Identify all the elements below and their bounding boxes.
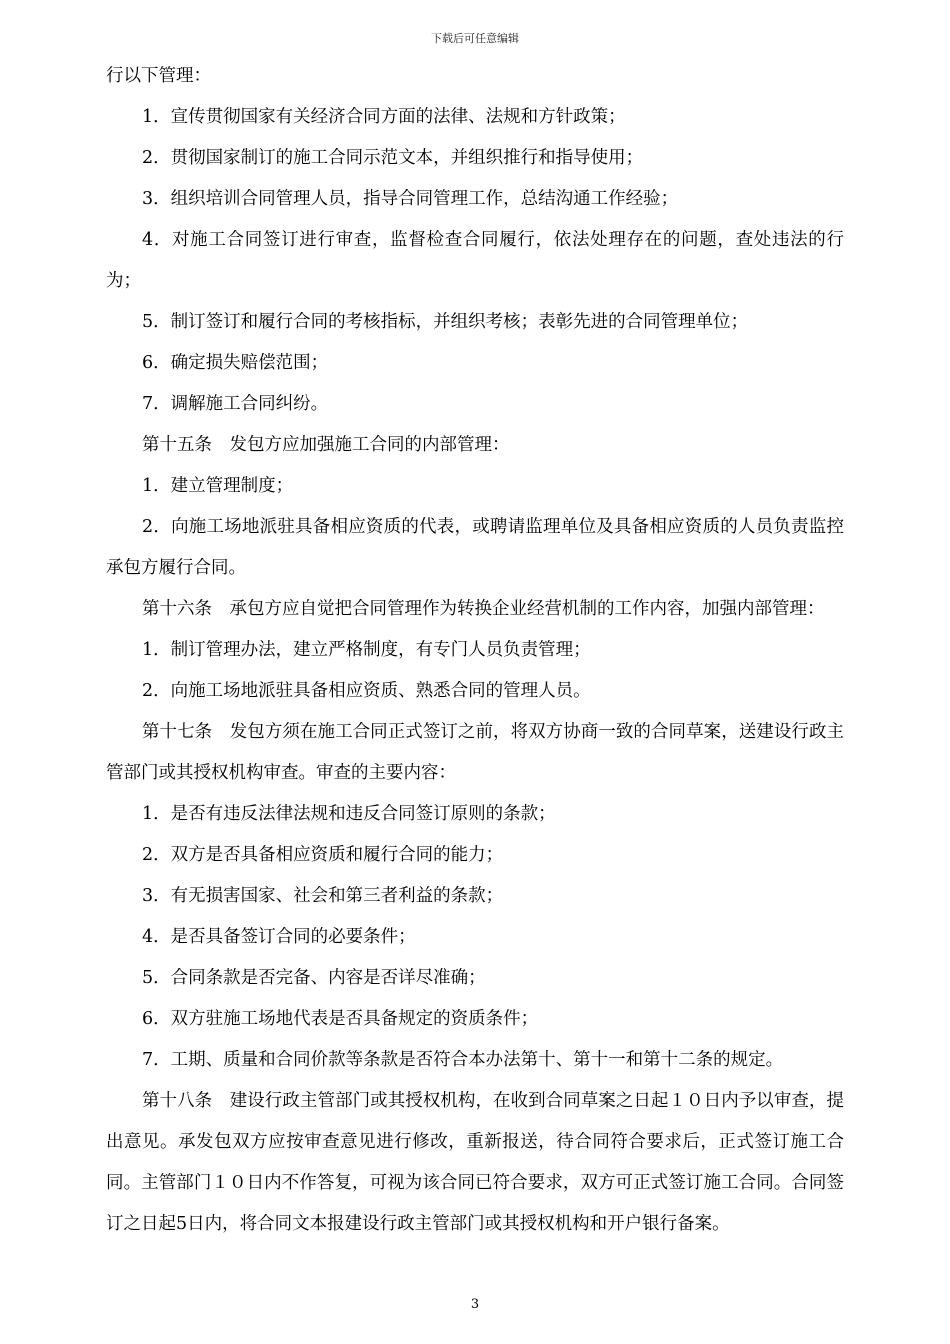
- list-item: 5．制订签订和履行合同的考核指标，并组织考核；表彰先进的合同管理单位；: [142, 312, 749, 332]
- list-item: 7．调解施工合同纠纷。: [142, 394, 329, 414]
- article-paragraph: 第十七条 发包方须在施工合同正式签订之前，将双方协商一致的合同草案，送建设行政主管部门或其授权机构审查。审查的主要内容：: [106, 722, 844, 783]
- list-item: 2．双方是否具备相应资质和履行合同的能力；: [142, 845, 504, 865]
- list-item: 3．有无损害国家、社会和第三者利益的条款；: [142, 886, 504, 906]
- list-item: 4．是否具备签订合同的必要条件；: [142, 927, 416, 947]
- paragraph-continuation: 行以下管理：: [106, 66, 211, 86]
- list-item: 7．工期、质量和合同价款等条款是否符合本办法第十、第十一和第十二条的规定。: [142, 1050, 784, 1070]
- list-item: 1．是否有违反法律法规和违反合同签订原则的条款；: [142, 804, 556, 824]
- list-item: 4．对施工合同签订进行审查，监督检查合同履行，依法处理存在的问题，查处违法的行为；: [106, 230, 844, 291]
- list-item: 6．双方驻施工场地代表是否具备规定的资质条件；: [142, 1009, 539, 1029]
- list-item: 2．贯彻国家制订的施工合同示范文本，并组织推行和指导使用；: [142, 148, 644, 168]
- article-paragraph: 第十八条 建设行政主管部门或其授权机构，在收到合同草案之日起１０日内予以审查，提出意见。承发包双方应按审查意见进行修改，重新报送，待合同符合要求后，正式签订施工合同。主管部门１０日内不作答复，可视为该合同已符合要求，双方可正式签订施工合同。合同签订之日起5日内，将合同文本报建设行政主管部门或其授权机构和开户银行备案。: [106, 1091, 844, 1234]
- document-body: [106, 56, 844, 1245]
- article-paragraph: 第十六条 承包方应自觉把合同管理作为转换企业经营机制的工作内容，加强内部管理：: [142, 599, 825, 619]
- list-item: 1．建立管理制度；: [142, 476, 294, 496]
- list-item: 2．向施工场地派驻具备相应资质的代表，或聘请监理单位及具备相应资质的人员负责监控承包方履行合同。: [106, 517, 844, 578]
- list-item: 1．宣传贯彻国家有关经济合同方面的法律、法规和方针政策；: [142, 107, 626, 127]
- list-item: 6．确定损失赔偿范围；: [142, 353, 329, 373]
- article-paragraph: 第十五条 发包方应加强施工合同的内部管理：: [142, 435, 510, 455]
- list-item: 1．制订管理办法，建立严格制度，有专门人员负责管理；: [142, 640, 591, 660]
- page-header-note: 下载后可任意编辑: [431, 32, 519, 45]
- page-number: 3: [470, 1297, 480, 1312]
- list-item: 2．向施工场地派驻具备相应资质、熟悉合同的管理人员。: [142, 681, 591, 701]
- list-item: 5．合同条款是否完备、内容是否详尽准确；: [142, 968, 486, 988]
- list-item: 3．组织培训合同管理人员，指导合同管理工作，总结沟通工作经验；: [142, 189, 679, 209]
